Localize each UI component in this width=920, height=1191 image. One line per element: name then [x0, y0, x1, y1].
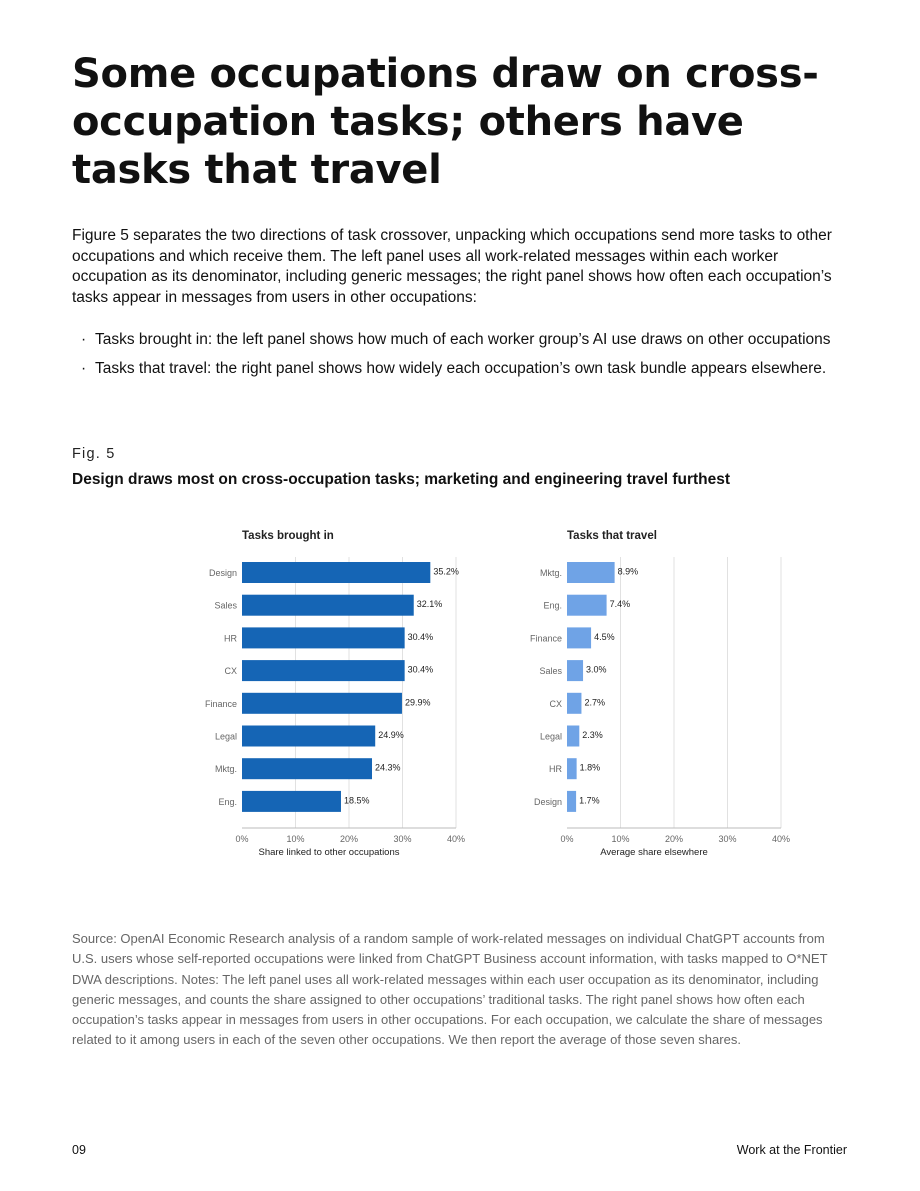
category-label-brought-in: Eng. [218, 796, 237, 807]
source-note: Source: OpenAI Economic Research analysis of a random sample of work-related messages on individual ChatGPT accounts from U.S. users whose self-reported occupations were linked from ChatGPT Business account information, with tasks mapped to O*NET DWA descriptions. Notes: The left panel uses all work-related messages within each user occupation as its denominator, including generic messages, and counts the share assigned to other occupations’ traditional tasks. The right panel shows how often each occupation’s tasks appear in messages from users in other occupations. For each occupation, we calculate the share of messages related to it among users in each of the seven other occupations. We then report the average of those seven shares. [72, 931, 828, 1048]
category-label-travel: CX [549, 698, 562, 709]
page-number: 09 [72, 1143, 86, 1157]
data-label-brought-in: 29.9% [404, 697, 431, 708]
bar-brought-in [242, 693, 402, 714]
bar-brought-in [242, 726, 375, 747]
category-label-brought-in: HR [224, 633, 237, 644]
x-tick-label-travel: 0% [560, 834, 574, 844]
category-label-brought-in: Finance [204, 698, 237, 709]
data-label-brought-in: 18.5% [343, 795, 370, 806]
bar-travel [567, 562, 615, 583]
x-tick-label-travel: 20% [664, 834, 684, 844]
bar-brought-in [242, 627, 405, 648]
x-tick-label-travel: 10% [611, 834, 630, 844]
figure-charts [0, 515, 920, 865]
x-axis-label-travel: Average share elsewhere [600, 847, 708, 858]
bar-travel [567, 758, 577, 779]
data-label-brought-in: 35.2% [433, 566, 459, 577]
data-label-brought-in: 30.4% [407, 631, 434, 642]
x-tick-label-brought-in: 30% [393, 834, 412, 844]
bar-travel [567, 693, 581, 714]
bar-travel [567, 660, 583, 681]
data-label-travel: 2.7% [584, 697, 605, 708]
category-label-travel: Finance [529, 633, 562, 644]
x-tick-label-brought-in: 20% [339, 834, 359, 844]
figure-label: Fig. 5 [72, 446, 116, 462]
data-label-brought-in: 32.1% [416, 599, 443, 610]
bar-brought-in [242, 791, 341, 812]
bullet-text: Tasks brought in: the left panel shows how much of each worker group’s AI use draws on other occupations [95, 331, 831, 348]
category-label-brought-in: Design [208, 568, 237, 578]
bullet-item [72, 359, 832, 380]
category-label-brought-in: Mktg. [214, 764, 237, 775]
data-label-brought-in: 24.3% [375, 762, 401, 773]
x-tick-label-brought-in: 40% [446, 834, 466, 844]
data-label-travel: 2.3% [582, 730, 603, 740]
x-tick-label-brought-in: 0% [235, 834, 249, 844]
bullet-marker: · [81, 331, 87, 348]
bar-brought-in [242, 660, 405, 681]
x-tick-label-brought-in: 10% [286, 834, 305, 844]
bar-travel [567, 627, 591, 648]
bar-brought-in [242, 562, 430, 583]
data-label-travel: 7.4% [609, 599, 631, 610]
figure-title: Design draws most on cross-occupation tasks; marketing and engineering travel furthest [72, 471, 731, 488]
category-label-brought-in: Sales [214, 600, 237, 611]
category-label-travel: Mktg. [539, 568, 562, 578]
footer-title: Work at the Frontier [736, 1143, 847, 1157]
category-label-brought-in: Legal [214, 731, 237, 742]
data-label-travel: 3.0% [586, 664, 607, 675]
bar-travel [567, 791, 576, 812]
data-label-travel: 4.5% [594, 631, 615, 642]
data-label-travel: 8.9% [617, 566, 639, 577]
chart-title-brought-in: Tasks brought in [242, 530, 334, 542]
page-title: Some occupations draw on cross-occupation tasks; others have tasks that travel [72, 51, 819, 193]
category-label-travel: HR [549, 764, 562, 775]
intro-paragraph: Figure 5 separates the two directions of task crossover, unpacking which occupations send more tasks to other occupations and which receive them. The left panel uses all work-related messages within each worker occupation as its denominator, including generic messages; the right panel shows how often each occupation’s tasks appear in messages from users in other occupations: [72, 227, 832, 306]
bullet-marker: · [81, 359, 87, 377]
category-label-travel: Eng. [543, 600, 562, 611]
data-label-brought-in: 24.9% [378, 730, 404, 740]
data-label-travel: 1.8% [579, 762, 601, 773]
bar-travel [567, 726, 579, 747]
x-axis-label-brought-in: Share linked to other occupations [258, 847, 400, 858]
bar-travel [567, 595, 607, 616]
bullet-list [72, 330, 832, 387]
category-label-travel: Design [533, 796, 562, 807]
category-label-brought-in: CX [224, 666, 237, 677]
bar-brought-in [242, 595, 414, 616]
x-tick-label-travel: 30% [718, 834, 737, 844]
bullet-text: Tasks that travel: the right panel shows how widely each occupation’s own task bundle appears elsewhere. [95, 359, 827, 377]
category-label-travel: Sales [539, 666, 562, 677]
category-label-travel: Legal [539, 731, 562, 742]
data-label-travel: 1.7% [579, 795, 600, 806]
x-tick-label-travel: 40% [771, 834, 791, 844]
data-label-brought-in: 30.4% [407, 664, 434, 675]
bar-brought-in [242, 758, 372, 779]
chart-title-travel: Tasks that travel [567, 530, 657, 542]
bullet-item [72, 330, 832, 351]
